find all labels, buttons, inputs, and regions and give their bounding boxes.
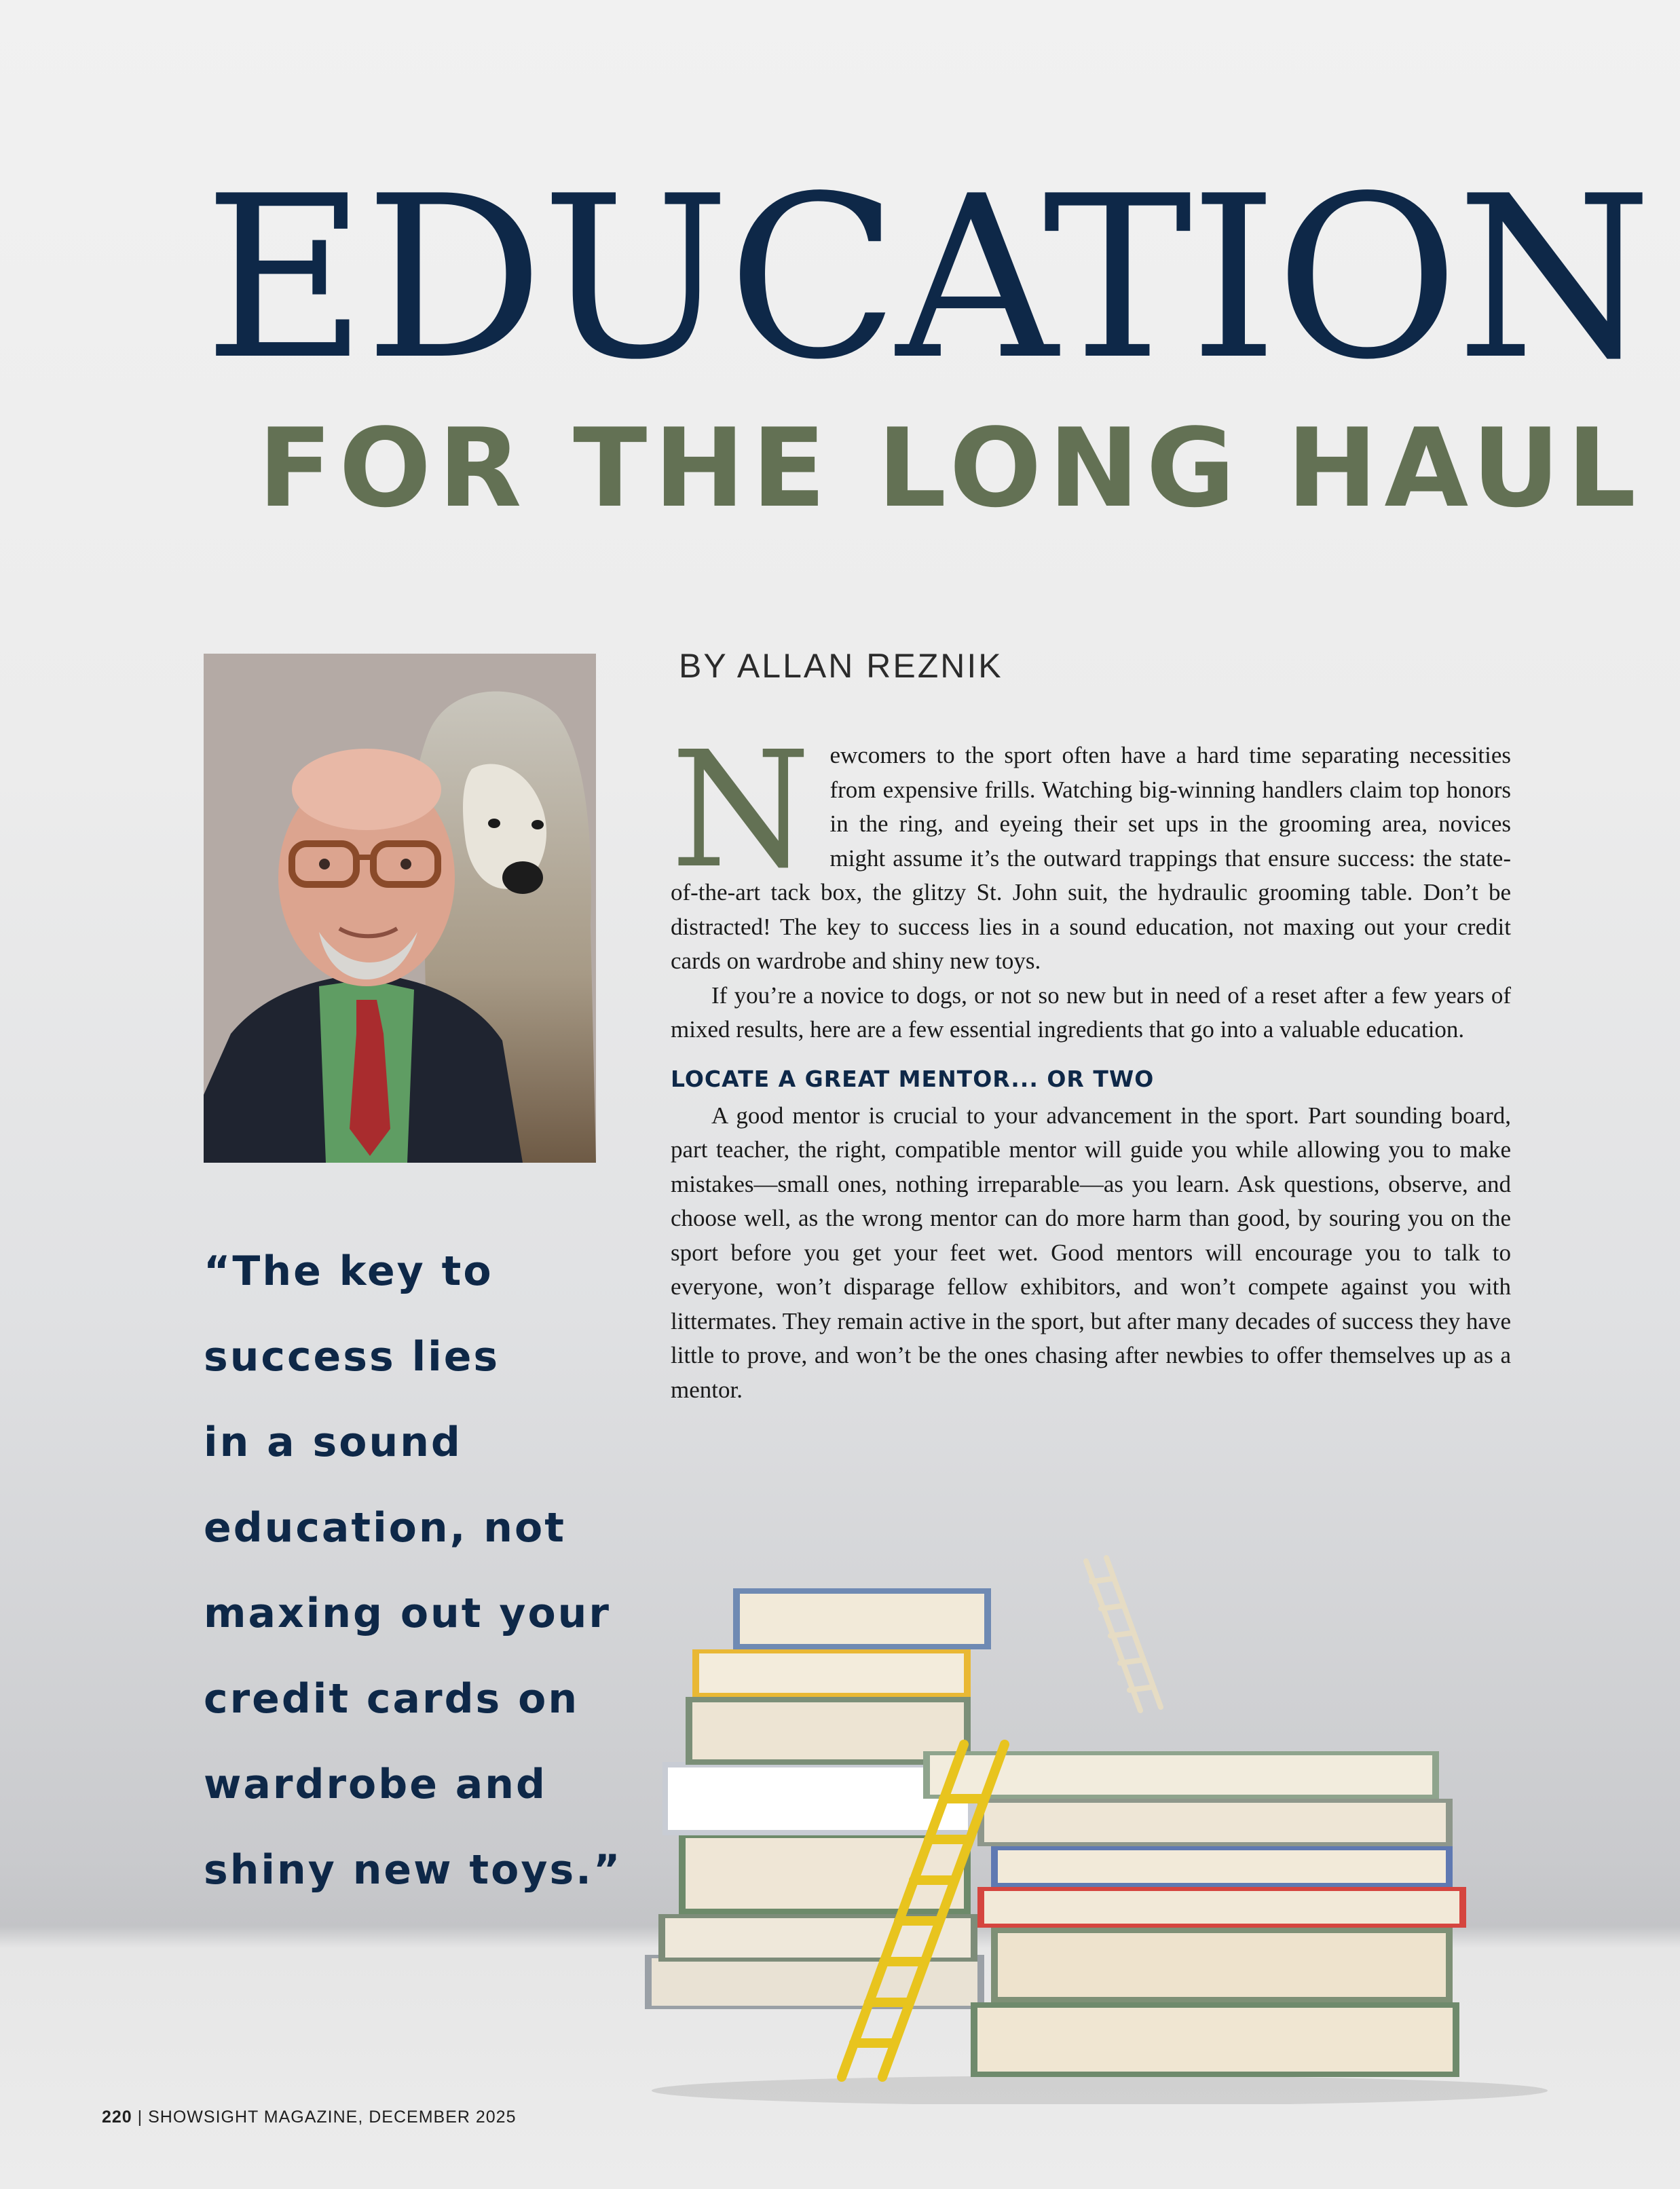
author-with-dog-illustration <box>204 654 596 1163</box>
pull-quote-line: shiny new toys.” <box>204 1846 622 1894</box>
pull-quote-line: education, not <box>204 1504 566 1552</box>
pull-quote <box>204 1229 638 1913</box>
pull-quote-line: success lies <box>204 1333 500 1381</box>
page-number: 220 <box>102 2108 132 2127</box>
article-paragraph-3: A good mentor is crucial to your advancement in the sport. Part sounding board, part teacher, the right, compatible mentor will guide you while allowing you to make mistakes—small ones, nothing irreparable—as you learn. Ask questions, observe, and choose well, as the wrong mentor can do more harm than good, by souring you on the sport before you get your feet wet. Good mentors will encourage you to talk to everyone, won’t disparage fellow exhibitors, and won’t compete against you with littermates. They remain active in the sport, but after many decades of success they have little to prove, and won’t be the ones chasing after newbies to offer themselves up as a mentor. <box>671 1102 1511 1403</box>
article-paragraph-2: If you’re a novice to dogs, or not so new but in need of a reset after a few years of mixed results, here are a few essential ingredients that go into a valuable education. <box>671 981 1511 1043</box>
paragraph-1-text: ewcomers to the sport often have a hard time separating necessities from expensive frills. Watching big-winning handlers claim top honors in the ring, and eyeing their set ups in the grooming area, novices might assume it’s the outward trappings that ensure success: the state-of-the-art tack box, the glitzy St. John suit, the hydraulic grooming table. Don’t be distracted! The key to success lies in a sound education, not maxing out your credit cards on wardrobe and shiny new toys. <box>671 742 1511 974</box>
book-stack-illustration <box>638 1548 1561 2104</box>
article-paragraph-1 <box>671 717 1511 979</box>
article-subtitle: FOR THE LONG HAUL <box>258 405 1643 531</box>
books-ladder-image <box>638 1548 1561 2104</box>
author-photo <box>204 654 596 1163</box>
pull-quote-line: wardrobe and <box>204 1761 547 1808</box>
byline: BY ALLAN REZNIK <box>679 647 1003 685</box>
footer-separator: | <box>137 2108 143 2127</box>
pull-quote-line: in a sound <box>204 1419 462 1466</box>
pull-quote-line: maxing out your <box>204 1590 611 1637</box>
publication-info: SHOWSIGHT MAGAZINE, DECEMBER 2025 <box>148 2108 517 2127</box>
drop-cap: N <box>671 717 811 903</box>
pull-quote-line: “The key to <box>204 1248 493 1295</box>
article-body <box>671 717 1511 1407</box>
section-heading: LOCATE A GREAT MENTOR... OR TWO <box>671 1065 1155 1092</box>
pull-quote-line: credit cards on <box>204 1675 580 1723</box>
page-footer <box>102 2108 517 2127</box>
article-title: EDUCATION <box>204 148 1650 409</box>
